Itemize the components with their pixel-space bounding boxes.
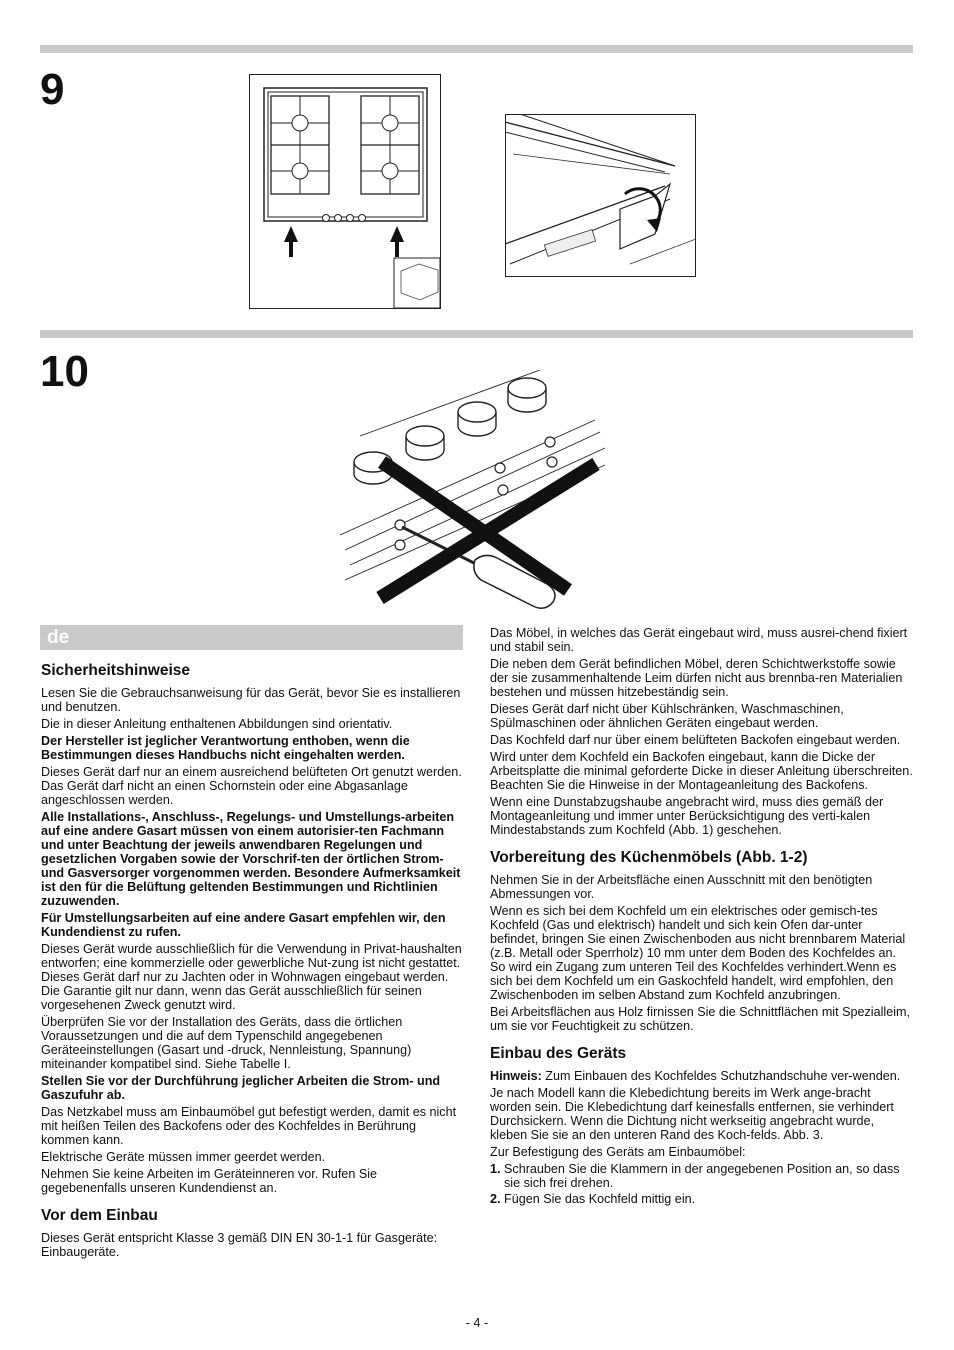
figure-10-incorrect-screwdriver-use <box>340 370 610 610</box>
figure-9-hob-top-view <box>249 74 441 309</box>
paragraph: Bei Arbeitsflächen aus Holz firnissen Sie die Schnittflächen mit Spezialleim, um sie vor Feuchtigkeit zu schützen. <box>490 1005 910 1033</box>
paragraph: Wenn eine Dunstabzugshaube angebracht wird, muss dies gemäß der Montageanleitung und immer unter Berücksichtigung des verti-kalen Mindestabstands zum Kochfeld (Abb. 1) geschehen. <box>490 795 884 837</box>
paragraph: Dieses Gerät darf nur an einem ausreichend belüfteten Ort genutzt werden. Das Gerät darf nicht an einen Schornstein oder eine Abgasanlage angeschlossen werden. <box>41 765 462 807</box>
section-rule-top <box>40 45 913 53</box>
paragraph: Die in dieser Anleitung enthaltenen Abbildungen sind orientativ. <box>41 717 393 731</box>
paragraph: Wenn es sich bei dem Kochfeld um ein elektrisches oder gemisch-tes Kochfeld (Gas und elektrisch) handelt und sich kein Ofen dar-unter befindet, bringen Sie einen Zwischenboden aus nicht brennbarem Material (z.B. Metall oder Sperrholz) 10 mm unter dem Boden des Kochfeldes an. So wird ein Zugang zum unteren Teil des Kochfeldes verhindert.Wenn es sich bei dem Kochfeld um ein Gaskochfeld handelt, wird empfohlen, den Zwischenboden im selben Abstand zum Kochfeld anzubringen. <box>490 904 906 1002</box>
figure-number-10: 10 <box>40 347 89 396</box>
paragraph: Elektrische Geräte müssen immer geerdet werden. <box>41 1150 326 1164</box>
list-item-number: 1. <box>490 1162 501 1176</box>
paragraph: Dieses Gerät darf nicht über Kühlschränken, Waschmaschinen, Spülmaschinen oder ähnlichen Geräten eingebaut werden. <box>490 702 844 730</box>
list-item-text: Schrauben Sie die Klammern in der angegebenen Position an, so dass sie sich frei drehen. <box>504 1162 900 1190</box>
paragraph: Dieses Gerät wurde ausschließlich für die Verwendung in Privat-haushalten entworfen; eine kommerzielle oder gewerbliche Nut-zung ist nicht gestattet. Dieses Gerät darf nur zu Jachten oder in Wohnwagen eingebaut werden. Die Garantie gilt nur dann, wenn das Gerät ausschließlich für seinen vorgesehenen Zweck genutzt wird. <box>41 942 462 1012</box>
paragraph: Dieses Gerät entspricht Klasse 3 gemäß DIN EN 30-1-1 für Gasgeräte: Einbaugeräte. <box>41 1231 438 1259</box>
section-rule-middle <box>40 330 913 338</box>
list-item <box>490 1162 914 1190</box>
paragraph: Nehmen Sie in der Arbeitsfläche einen Ausschnitt mit den benötigten Abmessungen vor. <box>490 873 873 901</box>
paragraph: Zur Befestigung des Geräts am Einbaumöbel: <box>490 1145 746 1159</box>
hint-paragraph <box>490 1069 914 1083</box>
page-number: - 4 - <box>465 1316 489 1330</box>
figure-number-9: 9 <box>40 65 65 114</box>
list-item-text: Fügen Sie das Kochfeld mittig ein. <box>504 1192 696 1206</box>
paragraph-bold: Der Hersteller ist jeglicher Verantwortung enthoben, wenn die Bestimmungen dieses Handbuchs nicht eingehalten werden. <box>41 734 410 762</box>
paragraph: Je nach Modell kann die Klebedichtung bereits im Werk ange-bracht worden sein. Die Klebedichtung darf keinesfalls entfernen, sie verhindert Durchsickern. Wenn die Dichtung nicht werkseitig angebracht wurde, kleben Sie sie an den unteren Rand des Koch-felds. Abb. 3. <box>490 1086 894 1142</box>
paragraph-bold: Für Umstellungsarbeiten auf eine andere Gasart empfehlen wir, den Kundendienst zu rufen. <box>41 911 446 939</box>
paragraph: Das Netzkabel muss am Einbaumöbel gut befestigt werden, damit es nicht mit heißen Teilen des Backofens oder des Kochfeldes in Berührung kommen kann. <box>41 1105 457 1147</box>
paragraph: Wird unter dem Kochfeld ein Backofen eingebaut, kann die Dicke der Arbeitsplatte die minimal geforderte Dicke in dieser Anleitung überschreiten. Beachten Sie die Hinweise in der Montageanleitung des Backofens. <box>490 750 913 792</box>
paragraph-bold: Stellen Sie vor der Durchführung jeglicher Arbeiten die Strom- und Gaszufuhr ab. <box>41 1074 441 1102</box>
figure-9-clamp-detail <box>505 114 696 277</box>
heading-before-installation: Vor dem Einbau <box>41 1207 158 1224</box>
list-item <box>490 1192 914 1206</box>
paragraph: Das Kochfeld darf nur über einem belüfteten Backofen eingebaut werden. <box>490 733 901 747</box>
hint-text: Zum Einbauen des Kochfeldes Schutzhandschuhe ver-wenden. <box>541 1069 901 1083</box>
right-column <box>490 626 914 1208</box>
left-column <box>41 652 464 1262</box>
paragraph: Überprüfen Sie vor der Installation des Geräts, dass die örtlichen Voraussetzungen und die auf dem Typenschild angegebenen Geräteeinstellungen (Gasart und -druck, Nennleistung, Spannung) miteinander kompatibel sind. Siehe Tabelle I. <box>41 1015 412 1071</box>
paragraph: Die neben dem Gerät befindlichen Möbel, deren Schichtwerkstoffe sowie der sie zusammenhaltende Leim dürfen nicht aus brennba-ren Materialien bestehen und müssen hitzebeständig sein. <box>490 657 903 699</box>
hint-label: Hinweis: <box>490 1069 542 1083</box>
language-tab-label: de <box>47 627 70 648</box>
paragraph: Lesen Sie die Gebrauchsanweisung für das Gerät, bevor Sie es installieren und benutzen. <box>41 686 461 714</box>
paragraph-bold: Alle Installations-, Anschluss-, Regelungs- und Umstellungs-arbeiten auf eine andere Gasart müssen von einem autorisier-ten Fachmann und unter Beachtung der jeweils anwendbaren Regelungen und gesetzlichen Vorgaben sowie der Vorschrif-ten der örtlichen Strom- und Gasversorger vorgenommen werden. Besondere Aufmerksamkeit ist den für die Belüftung geltenden Bestimmungen und Richtlinien zuzuwenden. <box>41 810 461 908</box>
language-tab <box>40 625 463 650</box>
paragraph: Das Möbel, in welches das Gerät eingebaut wird, muss ausrei-chend fixiert und stabil sein. <box>490 626 908 654</box>
heading-kitchen-preparation: Vorbereitung des Küchenmöbels (Abb. 1-2) <box>490 849 808 866</box>
heading-safety: Sicherheitshinweise <box>41 662 191 679</box>
paragraph: Nehmen Sie keine Arbeiten im Geräteinneren vor. Rufen Sie gegebenenfalls unseren Kundendienst an. <box>41 1167 378 1195</box>
heading-installation: Einbau des Geräts <box>490 1045 627 1062</box>
list-item-number: 2. <box>490 1192 501 1206</box>
